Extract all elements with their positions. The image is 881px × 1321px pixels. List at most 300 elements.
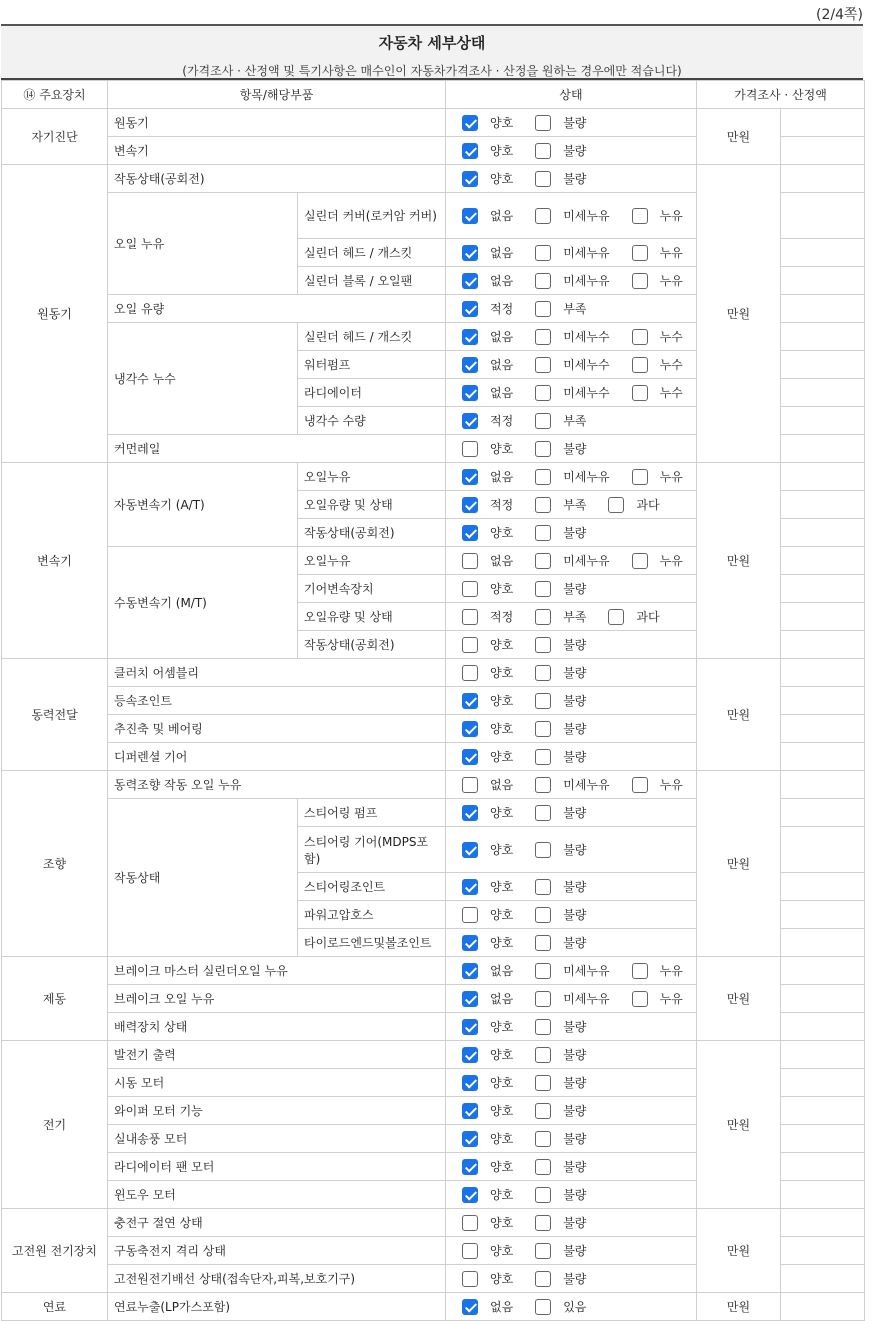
status-option <box>535 748 586 765</box>
price-unit-cell: 만원 <box>697 1293 781 1321</box>
subitem-cell: 냉각수 수량 <box>298 407 446 435</box>
status-option <box>462 142 533 159</box>
checked-checkbox[interactable] <box>462 273 478 289</box>
checkbox[interactable] <box>535 907 551 923</box>
item-cell: 동력조향 작동 오일 누유 <box>108 771 446 799</box>
checkbox[interactable] <box>535 441 551 457</box>
price-unit-cell: 만원 <box>697 463 781 659</box>
price-input-cell[interactable] <box>781 687 865 715</box>
checkbox[interactable] <box>632 991 648 1007</box>
checked-checkbox[interactable] <box>462 879 478 895</box>
checkbox[interactable] <box>462 907 478 923</box>
price-input-cell[interactable] <box>781 957 865 985</box>
checkbox[interactable] <box>462 777 478 793</box>
item-cell: 자동변속기 (A/T) <box>108 463 298 547</box>
category-cell: 제동 <box>2 957 108 1041</box>
checked-checkbox[interactable] <box>462 1131 478 1147</box>
checked-checkbox[interactable] <box>462 329 478 345</box>
status-cell <box>446 351 697 379</box>
checkbox[interactable] <box>535 581 551 597</box>
price-input-cell[interactable] <box>781 519 865 547</box>
option-label: 양호 <box>490 880 514 894</box>
checkbox[interactable] <box>535 143 551 159</box>
checkbox[interactable] <box>535 963 551 979</box>
checked-checkbox[interactable] <box>462 208 478 224</box>
checkbox[interactable] <box>535 721 551 737</box>
subitem-cell: 라디에이터 <box>298 379 446 407</box>
item-cell: 구동축전지 격리 상태 <box>108 1237 446 1265</box>
checked-checkbox[interactable] <box>462 1103 478 1119</box>
checkbox[interactable] <box>535 991 551 1007</box>
status-option <box>462 990 533 1007</box>
option-label: 적정 <box>490 414 514 428</box>
status-option <box>535 692 586 709</box>
checked-checkbox[interactable] <box>462 525 478 541</box>
price-input-cell[interactable] <box>781 1013 865 1041</box>
checkbox[interactable] <box>535 1047 551 1063</box>
option-label: 불량 <box>563 1188 587 1202</box>
checkbox[interactable] <box>535 609 551 625</box>
checkbox[interactable] <box>535 1019 551 1035</box>
subitem-cell: 오일유량 및 상태 <box>298 491 446 519</box>
checkbox[interactable] <box>535 693 551 709</box>
price-input-cell[interactable] <box>781 1265 865 1293</box>
status-option <box>632 244 683 261</box>
checkbox[interactable] <box>632 245 648 261</box>
checked-checkbox[interactable] <box>462 991 478 1007</box>
subitem-cell: 기어변속장치 <box>298 575 446 603</box>
status-cell <box>446 575 697 603</box>
option-label: 양호 <box>490 1020 514 1034</box>
checkbox[interactable] <box>535 1075 551 1091</box>
option-label: 불량 <box>563 172 587 186</box>
status-table <box>1 80 865 1321</box>
option-label: 양호 <box>490 936 514 950</box>
checkbox[interactable] <box>462 553 478 569</box>
option-label: 미세누유 <box>563 992 610 1006</box>
status-option <box>462 207 533 224</box>
status-option <box>462 468 533 485</box>
checkbox[interactable] <box>535 1187 551 1203</box>
price-input-cell[interactable] <box>781 603 865 631</box>
option-label: 없음 <box>490 386 514 400</box>
checked-checkbox[interactable] <box>462 143 478 159</box>
col-main: ⑭ 주요장치 <box>2 81 108 109</box>
option-label: 불량 <box>563 1048 587 1062</box>
checkbox[interactable] <box>535 357 551 373</box>
subitem-cell: 워터펌프 <box>298 351 446 379</box>
status-option <box>535 272 629 289</box>
option-label: 불량 <box>563 1244 587 1258</box>
status-cell <box>446 873 697 901</box>
option-label: 부족 <box>563 302 587 316</box>
price-unit-cell: 만원 <box>697 957 781 1041</box>
price-input-cell[interactable] <box>781 1069 865 1097</box>
price-input-cell[interactable] <box>781 901 865 929</box>
subitem-cell: 스티어링 기어(MDPS포함) <box>298 827 446 873</box>
status-option <box>535 962 629 979</box>
checked-checkbox[interactable] <box>462 749 478 765</box>
status-option <box>535 1130 586 1147</box>
status-option <box>535 1074 586 1091</box>
status-option <box>462 776 533 793</box>
checkbox[interactable] <box>608 609 624 625</box>
category-cell: 조향 <box>2 771 108 957</box>
checkbox[interactable] <box>535 665 551 681</box>
status-option <box>535 468 629 485</box>
checkbox[interactable] <box>535 525 551 541</box>
checked-checkbox[interactable] <box>462 842 478 858</box>
option-label: 불량 <box>563 750 587 764</box>
item-cell: 실내송풍 모터 <box>108 1125 446 1153</box>
price-input-cell[interactable] <box>781 771 865 799</box>
status-option <box>462 608 533 625</box>
status-cell <box>446 929 697 957</box>
price-input-cell[interactable] <box>781 1153 865 1181</box>
price-input-cell[interactable] <box>781 1097 865 1125</box>
status-cell <box>446 323 697 351</box>
checkbox[interactable] <box>535 935 551 951</box>
checkbox[interactable] <box>535 497 551 513</box>
price-input-cell[interactable] <box>781 239 865 267</box>
price-unit-cell: 만원 <box>697 109 781 165</box>
item-cell: 충전구 절연 상태 <box>108 1209 446 1237</box>
checkbox[interactable] <box>632 553 648 569</box>
option-label: 없음 <box>490 778 514 792</box>
checked-checkbox[interactable] <box>462 385 478 401</box>
option-label: 양호 <box>490 526 514 540</box>
checkbox[interactable] <box>535 171 551 187</box>
option-label: 불량 <box>563 843 587 857</box>
status-cell <box>446 519 697 547</box>
checked-checkbox[interactable] <box>462 693 478 709</box>
subitem-cell: 작동상태(공회전) <box>298 631 446 659</box>
checkbox[interactable] <box>535 1271 551 1287</box>
status-option <box>535 1102 586 1119</box>
option-label: 누수 <box>659 330 683 344</box>
checkbox[interactable] <box>535 208 551 224</box>
status-cell <box>446 109 697 137</box>
price-input-cell[interactable] <box>781 379 865 407</box>
price-input-cell[interactable] <box>781 929 865 957</box>
status-option <box>462 1214 533 1231</box>
checked-checkbox[interactable] <box>462 497 478 513</box>
status-option <box>462 692 533 709</box>
option-label: 양호 <box>490 666 514 680</box>
checkbox[interactable] <box>632 385 648 401</box>
option-label: 불량 <box>563 694 587 708</box>
status-option <box>535 1214 586 1231</box>
price-input-cell[interactable] <box>781 1125 865 1153</box>
checked-checkbox[interactable] <box>462 721 478 737</box>
checkbox[interactable] <box>632 208 648 224</box>
option-label: 불량 <box>563 144 587 158</box>
option-label: 과다 <box>636 498 660 512</box>
item-cell: 오일 누유 <box>108 193 298 295</box>
checked-checkbox[interactable] <box>462 1047 478 1063</box>
status-option <box>535 1018 586 1035</box>
status-option <box>535 878 586 895</box>
category-cell: 자기진단 <box>2 109 108 165</box>
price-input-cell[interactable] <box>781 743 865 771</box>
form-header <box>1 24 863 80</box>
status-option <box>535 1046 586 1063</box>
table-row <box>2 1209 865 1237</box>
checkbox[interactable] <box>462 1243 478 1259</box>
status-cell <box>446 295 697 323</box>
checkbox[interactable] <box>535 842 551 858</box>
checked-checkbox[interactable] <box>462 935 478 951</box>
price-input-cell[interactable] <box>781 165 865 193</box>
status-cell <box>446 165 697 193</box>
price-input-cell[interactable] <box>781 323 865 351</box>
checkbox[interactable] <box>535 1215 551 1231</box>
status-cell <box>446 239 697 267</box>
price-input-cell[interactable] <box>781 575 865 603</box>
status-option <box>535 841 586 858</box>
status-cell <box>446 1013 697 1041</box>
checkbox[interactable] <box>535 553 551 569</box>
price-input-cell[interactable] <box>781 137 865 165</box>
checkbox[interactable] <box>535 301 551 317</box>
status-option <box>535 440 586 457</box>
status-option <box>535 412 586 429</box>
option-label: 양호 <box>490 1244 514 1258</box>
status-cell <box>446 771 697 799</box>
price-input-cell[interactable] <box>781 985 865 1013</box>
option-label: 양호 <box>490 1104 514 1118</box>
table-row <box>2 109 865 137</box>
checked-checkbox[interactable] <box>462 805 478 821</box>
price-input-cell[interactable] <box>781 435 865 463</box>
checked-checkbox[interactable] <box>462 245 478 261</box>
checkbox[interactable] <box>535 1159 551 1175</box>
checked-checkbox[interactable] <box>462 1159 478 1175</box>
status-cell <box>446 1153 697 1181</box>
checkbox[interactable] <box>535 805 551 821</box>
checkbox[interactable] <box>608 497 624 513</box>
checkbox[interactable] <box>535 637 551 653</box>
status-option <box>535 328 629 345</box>
status-option <box>632 776 683 793</box>
option-label: 미세누수 <box>563 330 610 344</box>
subitem-cell: 실린더 헤드 / 개스킷 <box>298 239 446 267</box>
price-input-cell[interactable] <box>781 799 865 827</box>
status-cell <box>446 379 697 407</box>
option-label: 불량 <box>563 722 587 736</box>
price-input-cell[interactable] <box>781 631 865 659</box>
status-cell <box>446 827 697 873</box>
checkbox[interactable] <box>535 1243 551 1259</box>
checkbox[interactable] <box>632 273 648 289</box>
checkbox[interactable] <box>535 749 551 765</box>
price-input-cell[interactable] <box>781 715 865 743</box>
status-option <box>535 170 586 187</box>
status-option <box>608 608 659 625</box>
checkbox[interactable] <box>462 441 478 457</box>
option-label: 양호 <box>490 1272 514 1286</box>
subitem-cell: 실린더 헤드 / 개스킷 <box>298 323 446 351</box>
price-input-cell[interactable] <box>781 267 865 295</box>
checked-checkbox[interactable] <box>462 357 478 373</box>
price-input-cell[interactable] <box>781 873 865 901</box>
checked-checkbox[interactable] <box>462 171 478 187</box>
option-label: 없음 <box>490 330 514 344</box>
option-label: 불량 <box>563 666 587 680</box>
price-input-cell[interactable] <box>781 193 865 239</box>
option-label: 없음 <box>490 358 514 372</box>
item-cell: 등속조인트 <box>108 687 446 715</box>
price-input-cell[interactable] <box>781 827 865 873</box>
checkbox[interactable] <box>535 1103 551 1119</box>
option-label: 양호 <box>490 1076 514 1090</box>
checkbox[interactable] <box>535 115 551 131</box>
checked-checkbox[interactable] <box>462 469 478 485</box>
status-option <box>535 1242 586 1259</box>
category-cell: 동력전달 <box>2 659 108 771</box>
checkbox[interactable] <box>462 1215 478 1231</box>
checkbox[interactable] <box>535 1131 551 1147</box>
checkbox[interactable] <box>632 357 648 373</box>
status-option <box>462 300 533 317</box>
status-option <box>535 1186 586 1203</box>
status-cell <box>446 1181 697 1209</box>
option-label: 불량 <box>563 1272 587 1286</box>
checkbox[interactable] <box>462 609 478 625</box>
checked-checkbox[interactable] <box>462 1299 478 1315</box>
checked-checkbox[interactable] <box>462 115 478 131</box>
checked-checkbox[interactable] <box>462 301 478 317</box>
status-cell <box>446 491 697 519</box>
col-item: 항목/해당부품 <box>108 81 446 109</box>
option-label: 부족 <box>563 414 587 428</box>
category-cell: 원동기 <box>2 165 108 463</box>
subitem-cell: 스티어링 펌프 <box>298 799 446 827</box>
checked-checkbox[interactable] <box>462 1019 478 1035</box>
status-option <box>535 207 629 224</box>
price-input-cell[interactable] <box>781 659 865 687</box>
price-input-cell[interactable] <box>781 1237 865 1265</box>
status-cell <box>446 901 697 929</box>
option-label: 없음 <box>490 274 514 288</box>
price-input-cell[interactable] <box>781 463 865 491</box>
option-label: 과다 <box>636 610 660 624</box>
option-label: 양호 <box>490 638 514 652</box>
category-cell: 고전원 전기장치 <box>2 1209 108 1293</box>
checkbox[interactable] <box>535 1299 551 1315</box>
price-input-cell[interactable] <box>781 351 865 379</box>
checkbox[interactable] <box>535 329 551 345</box>
price-input-cell[interactable] <box>781 1181 865 1209</box>
status-option <box>462 356 533 373</box>
status-option <box>462 636 533 653</box>
status-option <box>535 636 586 653</box>
subitem-cell: 작동상태(공회전) <box>298 519 446 547</box>
price-input-cell[interactable] <box>781 491 865 519</box>
checked-checkbox[interactable] <box>462 1075 478 1091</box>
status-option <box>462 804 533 821</box>
option-label: 양호 <box>490 750 514 764</box>
option-label: 불량 <box>563 582 587 596</box>
option-label: 미세누유 <box>563 554 610 568</box>
option-label: 양호 <box>490 442 514 456</box>
option-label: 양호 <box>490 144 514 158</box>
category-cell: 연료 <box>2 1293 108 1321</box>
checkbox[interactable] <box>632 963 648 979</box>
item-cell: 디퍼렌셜 기어 <box>108 743 446 771</box>
option-label: 없음 <box>490 964 514 978</box>
price-input-cell[interactable] <box>781 295 865 323</box>
status-option <box>632 468 683 485</box>
option-label: 양호 <box>490 1048 514 1062</box>
status-option <box>462 748 533 765</box>
checkbox[interactable] <box>535 413 551 429</box>
option-label: 양호 <box>490 806 514 820</box>
option-label: 누수 <box>659 386 683 400</box>
checkbox[interactable] <box>462 637 478 653</box>
subitem-cell: 타이로드엔드및볼조인트 <box>298 929 446 957</box>
checkbox[interactable] <box>535 777 551 793</box>
price-input-cell[interactable] <box>781 547 865 575</box>
checkbox[interactable] <box>462 665 478 681</box>
status-option <box>535 142 586 159</box>
option-label: 있음 <box>563 1300 587 1314</box>
checkbox[interactable] <box>535 245 551 261</box>
checked-checkbox[interactable] <box>462 963 478 979</box>
option-label: 불량 <box>563 442 587 456</box>
item-cell: 시동 모터 <box>108 1069 446 1097</box>
status-option <box>462 664 533 681</box>
checkbox[interactable] <box>535 273 551 289</box>
checkbox[interactable] <box>535 385 551 401</box>
item-cell: 수동변속기 (M/T) <box>108 547 298 659</box>
option-label: 없음 <box>490 246 514 260</box>
status-cell <box>446 715 697 743</box>
price-input-cell[interactable] <box>781 407 865 435</box>
status-option <box>535 300 586 317</box>
item-cell: 발전기 출력 <box>108 1041 446 1069</box>
option-label: 미세누유 <box>563 470 610 484</box>
price-input-cell[interactable] <box>781 1293 865 1321</box>
status-cell <box>446 743 697 771</box>
checkbox[interactable] <box>632 469 648 485</box>
status-option <box>535 720 586 737</box>
subitem-cell: 파워고압호스 <box>298 901 446 929</box>
checkbox[interactable] <box>462 581 478 597</box>
form-subtitle: (가격조사 · 산정액 및 특기사항은 매수인이 자동차가격조사 · 산정을 원하는 경우에만 적습니다) <box>182 64 682 78</box>
checkbox[interactable] <box>535 879 551 895</box>
status-cell <box>446 799 697 827</box>
checked-checkbox[interactable] <box>462 1187 478 1203</box>
status-cell <box>446 547 697 575</box>
checkbox[interactable] <box>632 329 648 345</box>
option-label: 불량 <box>563 1216 587 1230</box>
status-option <box>462 1242 533 1259</box>
checkbox[interactable] <box>462 1271 478 1287</box>
status-cell <box>446 137 697 165</box>
option-label: 불량 <box>563 1104 587 1118</box>
checkbox[interactable] <box>632 777 648 793</box>
checkbox[interactable] <box>535 469 551 485</box>
status-cell <box>446 603 697 631</box>
status-option <box>462 906 533 923</box>
price-input-cell[interactable] <box>781 1041 865 1069</box>
option-label: 양호 <box>490 843 514 857</box>
checked-checkbox[interactable] <box>462 413 478 429</box>
price-input-cell[interactable] <box>781 109 865 137</box>
price-input-cell[interactable] <box>781 1209 865 1237</box>
status-option <box>462 170 533 187</box>
